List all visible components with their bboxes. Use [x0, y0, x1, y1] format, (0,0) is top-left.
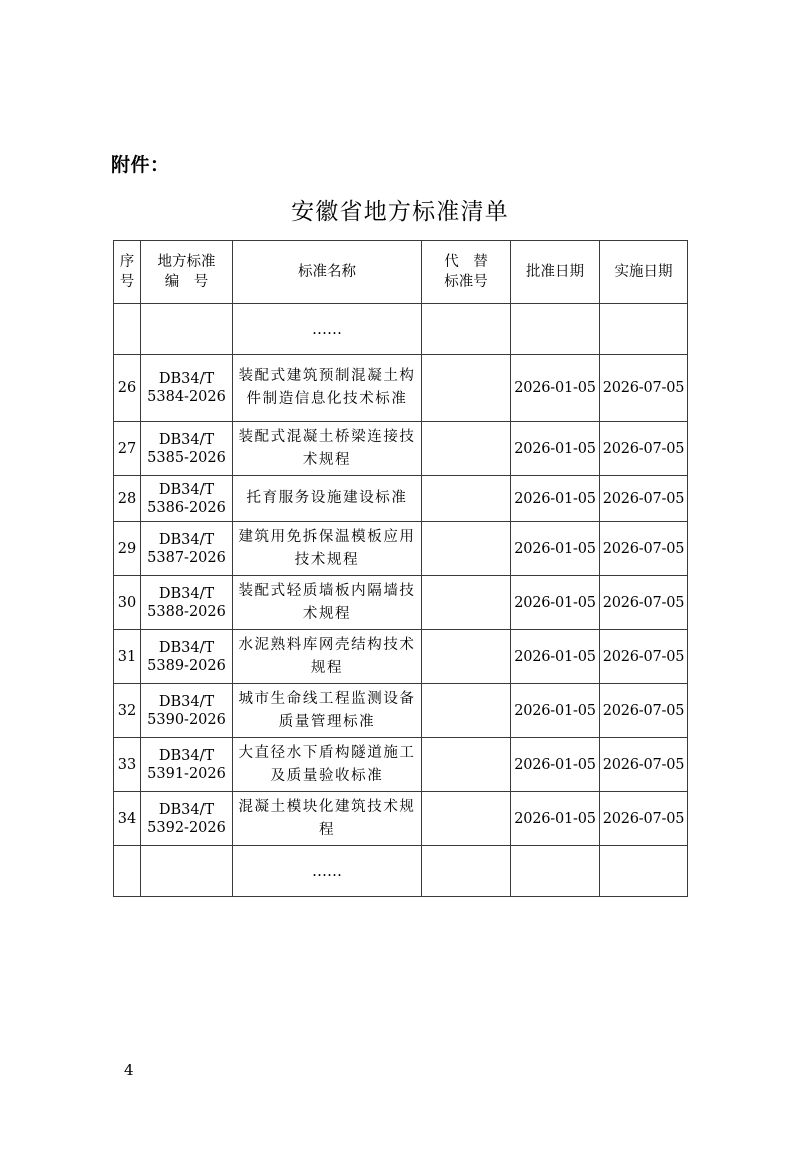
cell-standard-code — [141, 576, 233, 630]
cell-approval-date: 2026-01-05 — [511, 684, 600, 738]
cell-standard-name: 装配式混凝土桥梁连接技术规程 — [233, 422, 422, 476]
standard-code-prefix: DB34/T — [158, 747, 215, 764]
column-header-seq — [114, 241, 141, 304]
standard-code-number: 5385-2026 — [147, 449, 226, 466]
standard-code-prefix: DB34/T — [158, 801, 215, 818]
cell-seq: 28 — [114, 476, 141, 522]
standard-code-prefix: DB34/T — [158, 693, 215, 710]
table-row — [114, 422, 688, 476]
column-header-seq-line1: 序 — [119, 254, 135, 270]
standard-code-number: 5384-2026 — [147, 389, 226, 405]
cell-standard-name: 装配式轻质墙板内隔墙技术规程 — [233, 576, 422, 630]
cell-implementation-date: 2026-07-05 — [600, 522, 688, 576]
table-row-ellipsis-top — [114, 304, 688, 355]
standard-code-prefix: DB34/T — [158, 585, 215, 602]
cell-approval-date: 2026-01-05 — [511, 422, 600, 476]
cell-seq: 34 — [114, 792, 141, 846]
ellipsis-mark-top: …… — [312, 320, 342, 338]
cell-seq: 31 — [114, 630, 141, 684]
cell-seq: 30 — [114, 576, 141, 630]
cell-standard-code — [141, 422, 233, 476]
cell-standard-code — [141, 630, 233, 684]
cell-implementation-date: 2026-07-05 — [600, 792, 688, 846]
page-number: 4 — [124, 1061, 134, 1079]
column-header-code — [141, 241, 233, 304]
table-row — [114, 576, 688, 630]
cell-standard-name: 大直径水下盾构隧道施工及质量验收标准 — [233, 738, 422, 792]
page-title: 安徽省地方标准清单 — [291, 199, 509, 225]
cell-replaced-code — [422, 738, 511, 792]
ellipsis-mark-bottom: …… — [312, 862, 342, 880]
cell-seq: 29 — [114, 522, 141, 576]
standards-table-container — [113, 240, 687, 897]
standard-code-number: 5388-2026 — [147, 603, 226, 620]
cell-standard-code — [141, 738, 233, 792]
cell-seq: 33 — [114, 738, 141, 792]
column-header-replaced-line2: 标准号 — [444, 274, 488, 290]
cell-approval-date: 2026-01-05 — [511, 522, 600, 576]
cell-approval-date: 2026-01-05 — [511, 355, 600, 422]
ellipsis-name-cell — [233, 846, 422, 897]
cell-standard-name: 建筑用免拆保温模板应用技术规程 — [233, 522, 422, 576]
cell-replaced-code — [422, 522, 511, 576]
standard-code-prefix: DB34/T — [158, 481, 215, 498]
cell-implementation-date: 2026-07-05 — [600, 576, 688, 630]
standard-code-number: 5389-2026 — [147, 657, 226, 674]
cell-implementation-date: 2026-07-05 — [600, 738, 688, 792]
cell-implementation-date: 2026-07-05 — [600, 422, 688, 476]
ellipsis-name-cell — [233, 304, 422, 355]
table-row — [114, 476, 688, 522]
table-row — [114, 355, 688, 422]
table-body — [114, 304, 688, 897]
cell-approval-date: 2026-01-05 — [511, 476, 600, 522]
cell-replaced-code — [422, 355, 511, 422]
standard-code-number: 5392-2026 — [147, 819, 226, 836]
table-header — [114, 241, 688, 304]
cell-standard-code — [141, 684, 233, 738]
table-row — [114, 684, 688, 738]
cell-replaced-code — [422, 630, 511, 684]
cell-implementation-date: 2026-07-05 — [600, 684, 688, 738]
cell-seq: 32 — [114, 684, 141, 738]
standard-code-prefix: DB34/T — [158, 371, 215, 387]
cell-approval-date: 2026-01-05 — [511, 630, 600, 684]
ellipsis-approval-cell — [511, 304, 600, 355]
column-header-replaced-line1: 代 替 — [444, 254, 488, 270]
ellipsis-seq-cell — [114, 304, 141, 355]
table-row — [114, 630, 688, 684]
cell-replaced-code — [422, 684, 511, 738]
cell-standard-code — [141, 522, 233, 576]
attachment-label: 附件： — [111, 154, 170, 176]
table-row — [114, 522, 688, 576]
standard-code-number: 5387-2026 — [147, 549, 226, 566]
cell-replaced-code — [422, 792, 511, 846]
cell-seq: 26 — [114, 355, 141, 422]
cell-implementation-date: 2026-07-05 — [600, 630, 688, 684]
cell-standard-name: 混凝土模块化建筑技术规程 — [233, 792, 422, 846]
cell-standard-code — [141, 355, 233, 422]
cell-approval-date: 2026-01-05 — [511, 792, 600, 846]
ellipsis-seq-cell — [114, 846, 141, 897]
standard-code-number: 5391-2026 — [147, 765, 226, 782]
cell-standard-code — [141, 792, 233, 846]
table-row — [114, 792, 688, 846]
column-header-implementation-date: 实施日期 — [600, 241, 688, 304]
column-header-code-line2: 编 号 — [164, 274, 209, 290]
standard-code-prefix: DB34/T — [158, 431, 215, 448]
table-row — [114, 738, 688, 792]
cell-seq: 27 — [114, 422, 141, 476]
cell-standard-code — [141, 476, 233, 522]
column-header-code-line1: 地方标准 — [157, 254, 216, 270]
cell-standard-name: 水泥熟料库网壳结构技术规程 — [233, 630, 422, 684]
cell-approval-date: 2026-01-05 — [511, 576, 600, 630]
cell-replaced-code — [422, 476, 511, 522]
ellipsis-implementation-cell — [600, 846, 688, 897]
column-header-approval-date: 批准日期 — [511, 241, 600, 304]
header-row — [114, 241, 688, 304]
cell-standard-name: 托育服务设施建设标准 — [233, 476, 422, 522]
standard-code-prefix: DB34/T — [158, 639, 215, 656]
column-header-name: 标准名称 — [233, 241, 422, 304]
cell-replaced-code — [422, 422, 511, 476]
standard-code-number: 5386-2026 — [147, 499, 226, 516]
ellipsis-replaced-cell — [422, 846, 511, 897]
table-row-ellipsis-bottom — [114, 846, 688, 897]
column-header-replaced — [422, 241, 511, 304]
standard-code-number: 5390-2026 — [147, 711, 226, 728]
ellipsis-approval-cell — [511, 846, 600, 897]
cell-replaced-code — [422, 576, 511, 630]
ellipsis-code-cell — [141, 304, 233, 355]
standards-table — [113, 240, 688, 897]
cell-implementation-date: 2026-07-05 — [600, 476, 688, 522]
cell-standard-name: 城市生命线工程监测设备质量管理标准 — [233, 684, 422, 738]
ellipsis-replaced-cell — [422, 304, 511, 355]
column-header-seq-line2: 号 — [119, 274, 135, 290]
cell-standard-name: 装配式建筑预制混凝土构件制造信息化技术标准 — [233, 355, 422, 422]
ellipsis-implementation-cell — [600, 304, 688, 355]
standard-code-prefix: DB34/T — [158, 531, 215, 548]
ellipsis-code-cell — [141, 846, 233, 897]
cell-approval-date: 2026-01-05 — [511, 738, 600, 792]
cell-implementation-date: 2026-07-05 — [600, 355, 688, 422]
